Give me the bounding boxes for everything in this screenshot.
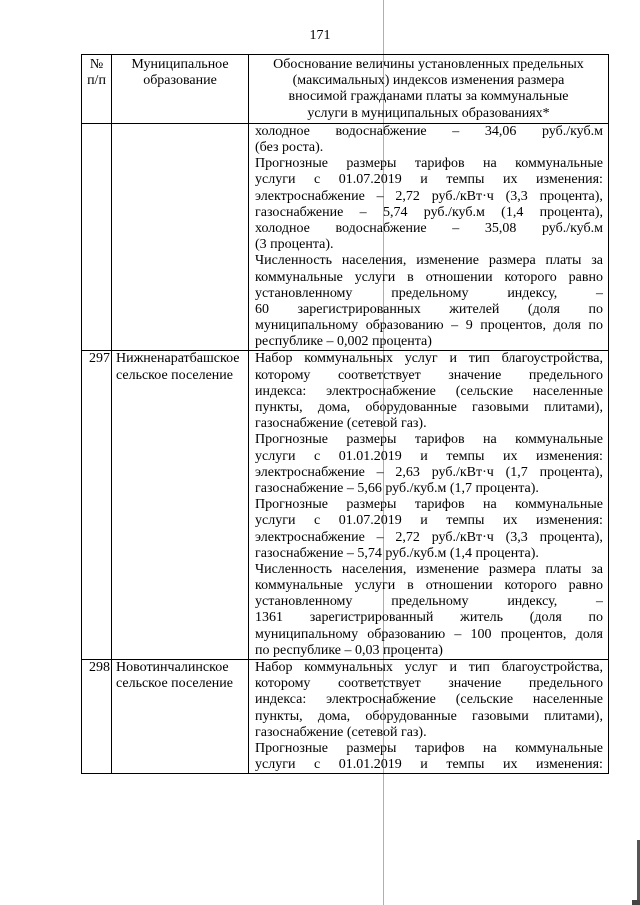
header-justification-line: услуги в муниципальных образованиях* [307, 105, 550, 121]
justification-text-line: холодное водоснабжение – 34,06 руб./куб.м [255, 123, 603, 139]
scan-corner-mark [632, 900, 640, 905]
justification-text-line: газоснабжение – 5,74 руб./куб.м (1,4 процента), [255, 204, 603, 220]
justification-text-line: Численность населения, изменение размера платы за [255, 561, 603, 577]
justification-text-line: услуги с 01.01.2019 и темпы их изменения: [255, 448, 603, 464]
justification-text-line: Прогнозные размеры тарифов на коммунальные [255, 156, 603, 172]
header-justification-line: вносимой гражданами платы за коммунальные [288, 89, 569, 105]
header-municipality-line: образование [143, 73, 217, 89]
justification-text-line: муниципальному образованию – 100 процентов, доля [255, 626, 603, 642]
justification-text-line: холодное водоснабжение – 35,08 руб./куб.м [255, 220, 603, 236]
justification-text-line: по республике – 0,03 процента) [255, 642, 443, 658]
justification-text-line: услуги с 01.07.2019 и темпы их изменения: [255, 513, 603, 529]
municipality-cell [112, 351, 249, 660]
justification-text-line: Набор коммунальных услуг и тип благоустройства, [255, 351, 603, 367]
header-municipality-line: Муниципальное [131, 57, 229, 72]
justification-text-line: Численность населения, изменение размера платы за [255, 253, 603, 269]
municipality-cell [112, 660, 249, 774]
justification-text-line: установленному предельному индексу, – [255, 594, 603, 610]
justification-text-line: Прогнозные размеры тарифов на коммунальные [255, 432, 603, 448]
justification-text-line: газоснабжение (сетевой газ). [255, 724, 427, 740]
justification-text-line: газоснабжение – 5,74 руб./куб.м (1,4 процента). [255, 545, 539, 561]
header-justification-line: Обоснование величины установленных предельных [273, 57, 584, 72]
justification-text-line: которому соответствует значение предельного [255, 676, 603, 692]
header-municipality [112, 55, 249, 124]
header-number-line: № [89, 57, 104, 72]
justification-text-line: которому соответствует значение предельного [255, 367, 603, 383]
justification-text-line: электроснабжение – 2,72 руб./кВт·ч (3,3 процента), [255, 529, 603, 545]
justification-cell [249, 351, 609, 660]
justification-text-line: услуги с 01.07.2019 и темпы их изменения: [255, 172, 603, 188]
justification-text-line: электроснабжение – 2,72 руб./кВт·ч (3,3 процента), [255, 188, 603, 204]
table-row [82, 351, 609, 660]
table-row [82, 660, 609, 774]
justification-text-line: 1361 зарегистрированный житель (доля по [255, 610, 603, 626]
justification-cell [249, 660, 609, 774]
justification-text-line: (без роста). [255, 140, 324, 155]
municipality-name-line: сельское поселение [116, 676, 233, 692]
header-number-line: п/п [87, 73, 106, 89]
table-header-row [82, 55, 609, 124]
municipality-name-line: Нижненаратбашское [116, 351, 240, 367]
justification-text-line: Прогнозные размеры тарифов на коммунальные [255, 497, 603, 513]
header-number [82, 55, 112, 124]
municipality-name-line: сельское поселение [116, 367, 233, 383]
tariff-table [81, 54, 609, 774]
header-justification-line: (максимальных) индексов изменения размера [292, 73, 565, 89]
table-row [82, 123, 609, 351]
justification-cell [249, 123, 609, 351]
justification-text-line: установленному предельному индексу, – [255, 285, 603, 301]
justification-text-line: Прогнозные размеры тарифов на коммунальные [255, 740, 603, 756]
justification-text-line: (3 процента). [255, 237, 334, 253]
justification-text-line: электроснабжение – 2,63 руб./кВт·ч (1,7 процента), [255, 464, 603, 480]
justification-text-line: 60 зарегистрированных жителей (доля по [255, 301, 603, 317]
row-number: 298 [82, 660, 112, 774]
header-justification [249, 55, 609, 124]
justification-text-line: Набор коммунальных услуг и тип благоустройства, [255, 660, 603, 675]
justification-text-line: муниципальному образованию – 9 процентов, доля по [255, 318, 603, 334]
row-number [82, 123, 112, 351]
municipality-cell [112, 123, 249, 351]
justification-text-line: республике – 0,002 процента) [255, 334, 432, 350]
justification-text-line: пункты, дома, оборудованные газовыми плитами), [255, 708, 603, 724]
justification-text-line: коммунальные услуги в отношении которого равно [255, 578, 603, 594]
justification-text-line: услуги с 01.01.2019 и темпы их изменения: [255, 757, 603, 773]
justification-text-line: пункты, дома, оборудованные газовыми плитами), [255, 400, 603, 415]
page-number: 171 [309, 28, 331, 43]
row-number: 297 [82, 351, 112, 660]
municipality-name-line: Новотинчалинское [116, 660, 229, 675]
justification-text-line: индекса: электроснабжение (сельские населенные [255, 692, 603, 708]
justification-text-line: коммунальные услуги в отношении которого равно [255, 269, 603, 285]
justification-text-line: газоснабжение – 5,66 руб./куб.м (1,7 процента). [255, 480, 539, 496]
justification-text-line: газоснабжение (сетевой газ). [255, 416, 427, 432]
justification-text-line: индекса: электроснабжение (сельские населенные [255, 383, 603, 399]
